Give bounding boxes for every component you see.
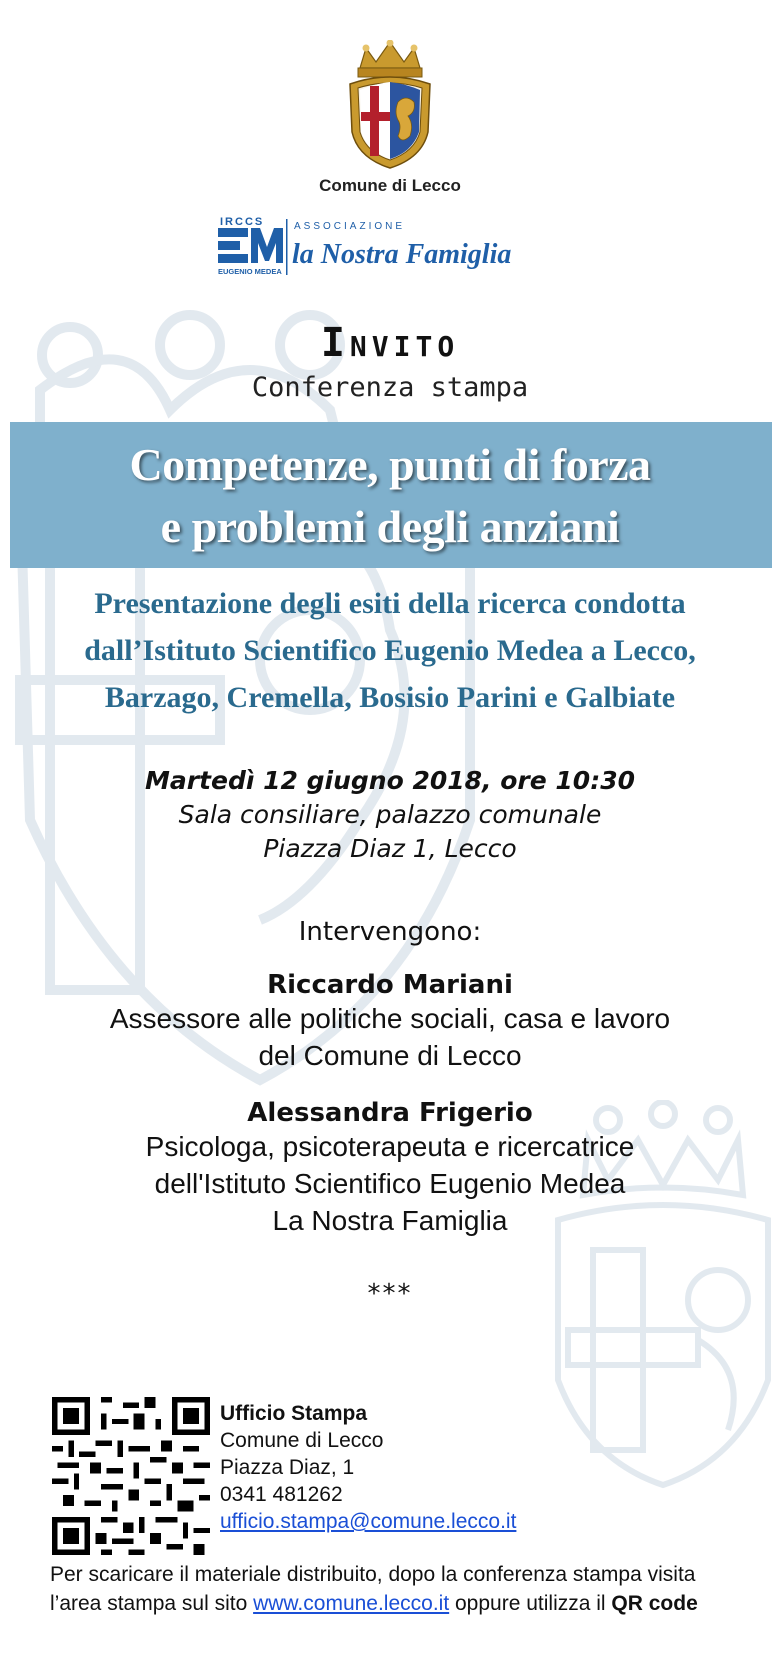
- associazione-text: ASSOCIAZIONE: [294, 221, 406, 232]
- website-link[interactable]: www.comune.lecco.it: [253, 1592, 450, 1615]
- presentation-line-2: dall’Istituto Scientifico Eugenio Medea a Lecco,: [84, 634, 696, 667]
- press-office-title: Ufficio Stampa: [220, 1402, 368, 1425]
- press-office-block: [220, 1400, 516, 1535]
- event-venue: Sala consiliare, palazzo comunale: [178, 800, 602, 829]
- comune-crest-logo: [344, 40, 436, 170]
- press-office-line-1: Comune di Lecco: [220, 1429, 384, 1452]
- presentation-line-3: Barzago, Cremella, Bosisio Parini e Galbiate: [104, 681, 676, 714]
- comune-di-lecco-label: Comune di Lecco: [319, 176, 461, 195]
- speaker-1-role-line-1: Assessore alle politiche sociali, casa e lavoro: [109, 1003, 671, 1034]
- speaker-2-role-line-2: dell'Istituto Scientifico Eugenio Medea: [154, 1168, 626, 1199]
- speaker-1-role-line-2: del Comune di Lecco: [258, 1040, 522, 1071]
- la-nostra-famiglia-logo: [218, 215, 578, 279]
- presentation-text: [0, 580, 780, 721]
- footer-line-2-mid: oppure utilizza il: [449, 1592, 612, 1615]
- footer-line-2-pre: l’area stampa sul sito: [50, 1592, 254, 1615]
- conferenza-stampa-subtitle: Conferenza stampa: [251, 372, 529, 403]
- irccs-text: IRCCS: [220, 216, 265, 228]
- footer-line-1: Per scaricare il materiale distribuito, dopo la conferenza stampa visita: [50, 1563, 696, 1586]
- speakers-heading: Intervengono:: [298, 917, 482, 947]
- banner-title-line-2: e problemi degli anziani: [160, 501, 620, 552]
- presentation-line-1: Presentazione degli esiti della ricerca condotta: [94, 587, 686, 620]
- banner-title-line-1: Competenze, punti di forza: [129, 439, 651, 490]
- la-nostra-famiglia-text: la Nostra Famiglia: [292, 239, 512, 270]
- speaker-2-name: Alessandra Frigerio: [247, 1098, 533, 1128]
- speaker-1-name: Riccardo Mariani: [267, 970, 513, 1000]
- event-date: Martedì 12 giugno 2018, ore 10:30: [144, 766, 635, 795]
- press-office-phone: 0341 481262: [220, 1483, 343, 1506]
- footer-text: [50, 1560, 770, 1618]
- eugenio-medea-text: EUGENIO MEDEA: [218, 267, 282, 276]
- footer-line-2: [50, 1589, 770, 1618]
- invito-title: [0, 320, 780, 366]
- invito-title-text: Invito: [320, 320, 460, 366]
- speaker-2-role-line-3: La Nostra Famiglia: [272, 1205, 508, 1236]
- press-office-line-2: Piazza Diaz, 1: [220, 1456, 355, 1479]
- press-office-email-link[interactable]: ufficio.stampa@comune.lecco.it: [220, 1510, 517, 1533]
- qr-code-label: QR code: [611, 1592, 698, 1615]
- separator-stars: ***: [367, 1279, 413, 1309]
- event-address: Piazza Diaz 1, Lecco: [263, 834, 517, 863]
- banner-title: [0, 434, 780, 558]
- speaker-2-role-line-1: Psicologa, psicoterapeuta e ricercatrice: [145, 1131, 635, 1162]
- qr-code[interactable]: [52, 1397, 210, 1555]
